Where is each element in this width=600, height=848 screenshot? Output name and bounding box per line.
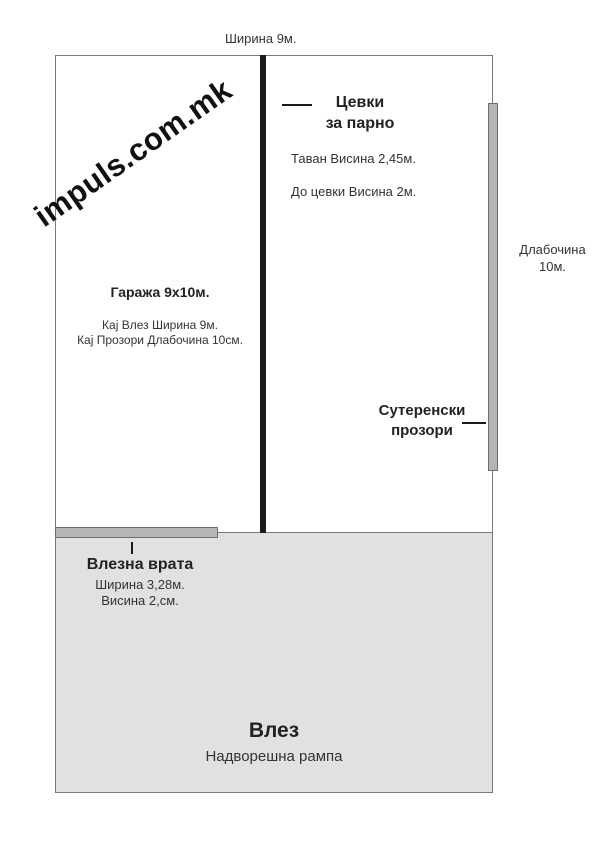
- pipe-height-label: До цевки Висина 2м.: [291, 184, 417, 199]
- entry-door-bar: [55, 527, 218, 538]
- basement-windows-bar: [488, 103, 498, 471]
- width-label: Ширина 9м.: [225, 31, 297, 46]
- entrance-subtitle: Надворешна рампа: [205, 748, 343, 765]
- entry-door-width: Ширина 3,28м.: [95, 577, 185, 592]
- garage-line2: Кај Прозори Длабочина 10см.: [77, 333, 243, 347]
- entry-door-details: [70, 577, 210, 609]
- entry-door-title: Влезна врата: [86, 556, 194, 573]
- ceiling-height-label: Таван Висина 2,45м.: [291, 151, 416, 166]
- entry-door-height: Висина 2,см.: [101, 593, 179, 608]
- pipes-label: [300, 92, 420, 134]
- basement-windows-line1: Сутеренски: [378, 402, 466, 419]
- watermark-logo: impuls.com.mk: [28, 71, 239, 234]
- basement-windows-label: [362, 401, 482, 441]
- basement-windows-line2: прозори: [391, 422, 453, 439]
- depth-line1: Длабочина: [519, 242, 586, 257]
- depth-label: [505, 241, 600, 275]
- garage-details: [60, 318, 260, 348]
- garage-title: Гаража 9x10м.: [110, 284, 210, 300]
- heating-pipe-line: [260, 55, 266, 533]
- garage-line1: Кај Влез Ширина 9м.: [102, 318, 218, 332]
- depth-line2: 10м.: [538, 259, 566, 274]
- pipes-title-line1: Цевки: [335, 94, 385, 111]
- door-legend-tick: [131, 542, 133, 554]
- pipes-title-line2: за парно: [325, 115, 395, 132]
- entrance-title: Влез: [248, 719, 300, 742]
